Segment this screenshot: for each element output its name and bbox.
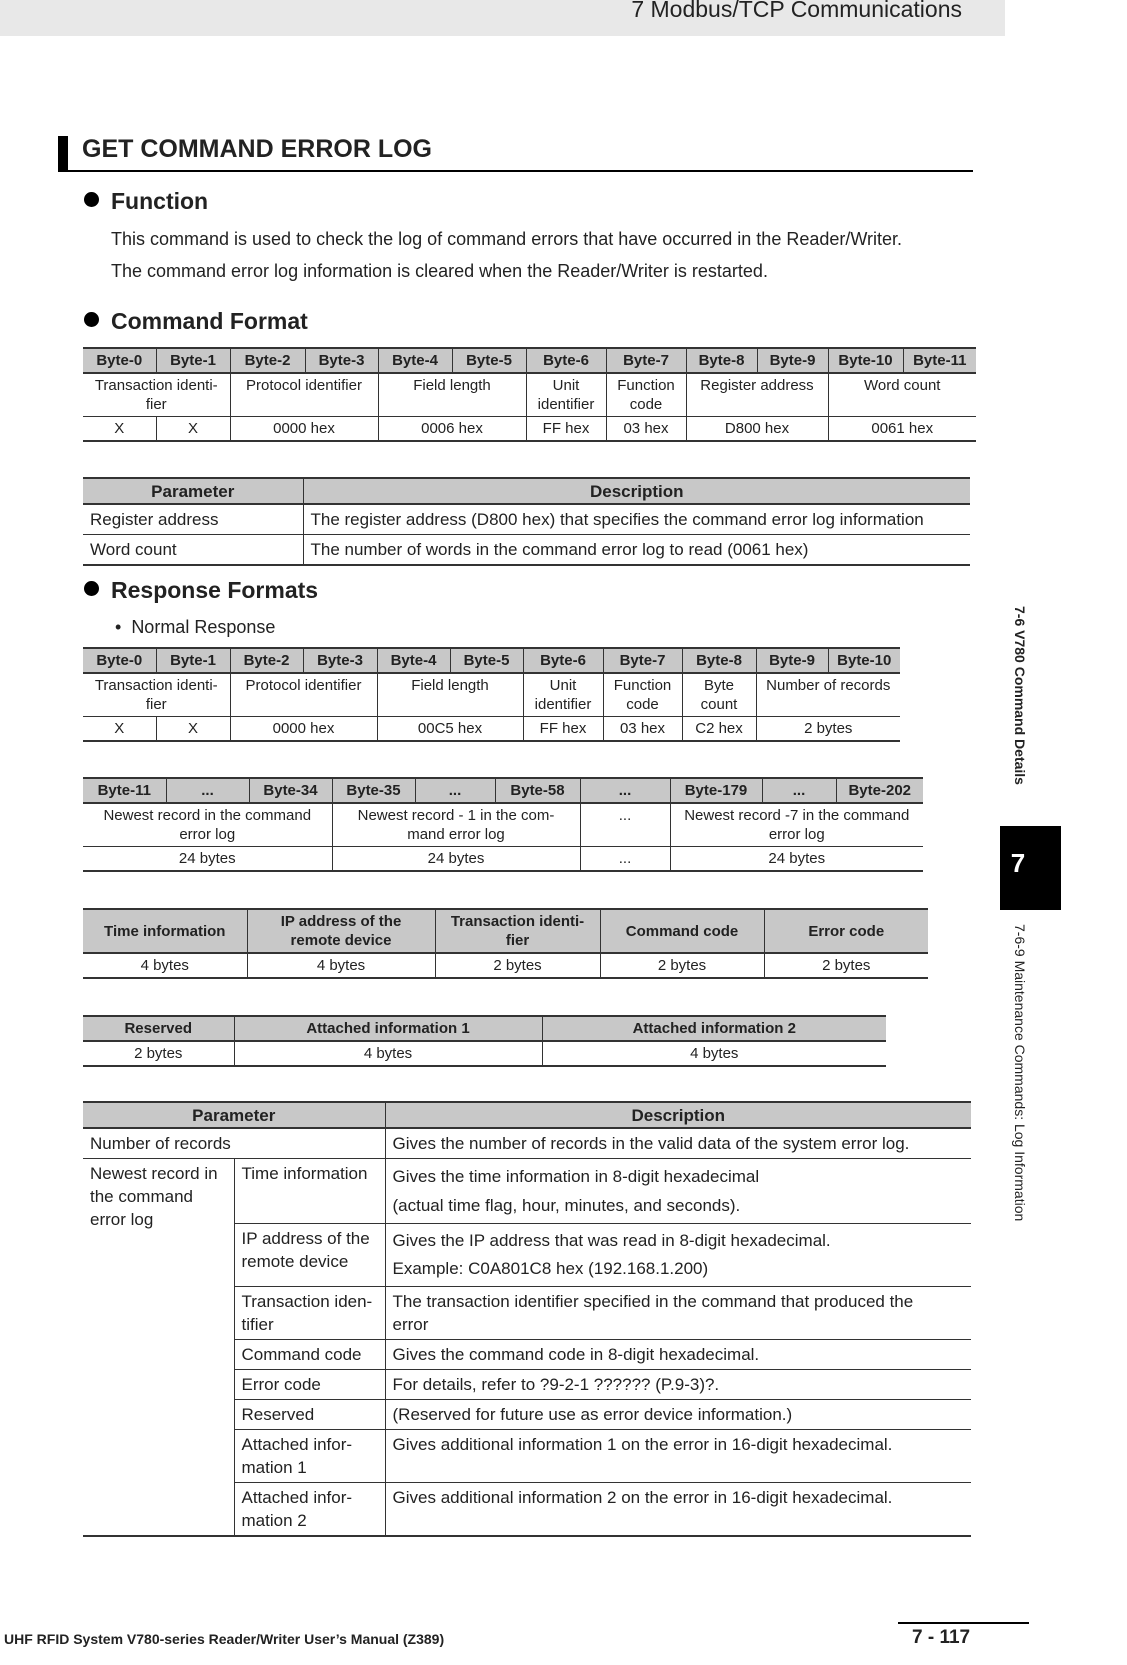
param-name: Transaction iden- tifier [234, 1287, 385, 1340]
record-cell: ... [580, 803, 670, 847]
param-description: Gives additional information 2 on the error in 16-digit hexadecimal. [385, 1483, 971, 1537]
param-name: Attached infor- mation 2 [234, 1483, 385, 1537]
value-cell: 4 bytes [247, 953, 435, 978]
byte-header: Byte-6 [523, 648, 603, 673]
field-cell: Protocol identifier [230, 673, 377, 717]
function-heading: Function [84, 188, 208, 215]
command-format-table [83, 347, 976, 442]
byte-header: Byte-5 [452, 348, 526, 373]
value-cell: 2 bytes [756, 717, 900, 742]
param-name: Command code [234, 1340, 385, 1370]
byte-header: Byte-34 [249, 778, 332, 803]
manual-title: UHF RFID System V780-series Reader/Writer User’s Manual (Z389) [4, 1631, 445, 1647]
param-name: Number of records [83, 1128, 385, 1159]
param-name: Attached infor- mation 1 [234, 1430, 385, 1483]
bullet-icon [84, 581, 99, 596]
field-cell: Register address [686, 373, 828, 417]
byte-header: ... [762, 778, 836, 803]
param-name: Word count [83, 535, 303, 566]
byte-header: Byte-11 [83, 778, 166, 803]
field-cell: Field length [377, 673, 523, 717]
byte-header: ... [415, 778, 495, 803]
value-cell: ... [580, 847, 670, 872]
byte-header: Byte-3 [305, 348, 378, 373]
field-cell: Byte count [682, 673, 756, 717]
field-cell: Number of records [756, 673, 900, 717]
byte-header: Byte-58 [495, 778, 580, 803]
side-section-label: 7-6 V780 Command Details [1012, 606, 1028, 785]
value-cell: 24 bytes [670, 847, 923, 872]
byte-header: Byte-9 [756, 648, 828, 673]
param-name: IP address of the remote device [234, 1224, 385, 1287]
byte-header: Byte-0 [83, 648, 156, 673]
field-cell: Protocol identifier [230, 373, 378, 417]
byte-header: ... [166, 778, 249, 803]
field-cell: Word count [828, 373, 976, 417]
function-line-2: The command error log information is cleared when the Reader/Writer is restarted. [111, 261, 768, 281]
value-cell: 0061 hex [828, 417, 976, 442]
value-cell: 24 bytes [332, 847, 580, 872]
value-cell: 2 bytes [435, 953, 600, 978]
byte-header: Byte-9 [757, 348, 828, 373]
record-field-header: Command code [600, 909, 764, 953]
record-field-header: Error code [764, 909, 928, 953]
chapter-header-title: 7 Modbus/TCP Communications [631, 0, 962, 22]
value-cell: 4 bytes [542, 1041, 886, 1066]
description-header: Description [303, 478, 970, 504]
param-header: Parameter [83, 1102, 385, 1128]
value-cell: X [156, 717, 230, 742]
byte-header: Byte-202 [836, 778, 923, 803]
byte-header: Byte-10 [828, 348, 903, 373]
byte-header: Byte-7 [606, 348, 686, 373]
footer-rule [898, 1622, 1029, 1624]
response-parameter-table [83, 1101, 971, 1537]
byte-header: Byte-11 [903, 348, 976, 373]
byte-header: Byte-35 [332, 778, 415, 803]
response-records-table [83, 777, 923, 872]
record-field-header: Attached information 2 [542, 1016, 886, 1041]
param-description: For details, refer to ?9-2-1 ?????? (P.9-3)?. [385, 1370, 971, 1400]
value-cell: D800 hex [686, 417, 828, 442]
param-description: The transaction identifier specified in the command that produced the error [385, 1287, 971, 1340]
record-layout-table-2 [83, 1015, 886, 1067]
page-number: 7 - 117 [912, 1627, 971, 1648]
bullet-icon [84, 192, 99, 207]
byte-header: Byte-2 [230, 648, 303, 673]
byte-header: Byte-1 [156, 348, 230, 373]
value-cell: 2 bytes [83, 1041, 234, 1066]
value-cell: C2 hex [682, 717, 756, 742]
byte-header: Byte-8 [686, 348, 757, 373]
param-name: Time information [234, 1159, 385, 1224]
byte-header: Byte-8 [682, 648, 756, 673]
byte-header: Byte-10 [828, 648, 900, 673]
value-cell: FF hex [526, 417, 606, 442]
value-cell: 2 bytes [764, 953, 928, 978]
param-description: The register address (D800 hex) that specifies the command error log information [303, 504, 970, 535]
record-field-header: IP address of the remote device [247, 909, 435, 953]
value-cell: 0000 hex [230, 717, 377, 742]
param-name: Register address [83, 504, 303, 535]
value-cell: 4 bytes [83, 953, 247, 978]
field-cell: Unit identifier [526, 373, 606, 417]
value-cell: 0000 hex [230, 417, 378, 442]
param-description: Gives the IP address that was read in 8-digit hexadecimal. Example: C0A801C8 hex (192.168.1.200) [385, 1224, 971, 1287]
param-description: Gives additional information 1 on the error in 16-digit hexadecimal. [385, 1430, 971, 1483]
field-cell: Unit identifier [523, 673, 603, 717]
field-cell: Field length [378, 373, 526, 417]
section-title: GET COMMAND ERROR LOG [82, 135, 432, 163]
chapter-number: 7 [1010, 848, 1026, 878]
function-line-1: This command is used to check the log of command errors that have occurred in the Reader/Writer. [111, 229, 903, 249]
value-cell: 03 hex [606, 417, 686, 442]
record-field-header: Attached information 1 [234, 1016, 542, 1041]
field-cell: Function code [606, 373, 686, 417]
byte-header: Byte-7 [603, 648, 682, 673]
section-title-bar [58, 136, 973, 172]
value-cell: X [83, 717, 156, 742]
byte-header: Byte-4 [378, 348, 452, 373]
param-name: Reserved [234, 1400, 385, 1430]
param-description: The number of words in the command error log to read (0061 hex) [303, 535, 970, 566]
byte-header: ... [580, 778, 670, 803]
chapter-tab[interactable] [1000, 826, 1061, 910]
record-cell: Newest record in the command error log [83, 803, 332, 847]
field-cell: Function code [603, 673, 682, 717]
byte-header: Byte-0 [83, 348, 156, 373]
command-format-heading: Command Format [84, 308, 308, 335]
value-cell: 24 bytes [83, 847, 332, 872]
value-cell: 00C5 hex [377, 717, 523, 742]
param-description: Gives the time information in 8-digit hexadecimal (actual time flag, hour, minutes, and seconds). [385, 1159, 971, 1224]
bullet-icon [84, 312, 99, 327]
command-parameter-table [83, 477, 970, 566]
value-cell: 03 hex [603, 717, 682, 742]
normal-response-label: • Normal Response [115, 617, 276, 637]
record-cell: Newest record - 1 in the com- mand error log [332, 803, 580, 847]
value-cell: 2 bytes [600, 953, 764, 978]
description-header: Description [385, 1102, 971, 1128]
byte-header: Byte-1 [156, 648, 230, 673]
param-group-label: Newest record in the command error log [83, 1159, 234, 1537]
record-layout-table [83, 908, 928, 979]
param-description: (Reserved for future use as error device information.) [385, 1400, 971, 1430]
record-field-header: Reserved [83, 1016, 234, 1041]
param-name: Error code [234, 1370, 385, 1400]
record-field-header: Time information [83, 909, 247, 953]
value-cell: 4 bytes [234, 1041, 542, 1066]
byte-header: Byte-5 [450, 648, 523, 673]
value-cell: 0006 hex [378, 417, 526, 442]
field-cell: Transaction identi- fier [83, 673, 230, 717]
record-field-header: Transaction identi- fier [435, 909, 600, 953]
record-cell: Newest record -7 in the command error log [670, 803, 923, 847]
response-header-table [83, 647, 900, 742]
value-cell: FF hex [523, 717, 603, 742]
byte-header: Byte-6 [526, 348, 606, 373]
byte-header: Byte-2 [230, 348, 305, 373]
side-subsection-label: 7-6-9 Maintenance Commands: Log Information [1012, 924, 1028, 1222]
byte-header: Byte-3 [303, 648, 377, 673]
value-cell: X [156, 417, 230, 442]
field-cell: Transaction identi- fier [83, 373, 230, 417]
value-cell: X [83, 417, 156, 442]
param-description: Gives the command code in 8-digit hexadecimal. [385, 1340, 971, 1370]
param-header: Parameter [83, 478, 303, 504]
param-description: Gives the number of records in the valid data of the system error log. [385, 1128, 971, 1159]
response-formats-heading: Response Formats [84, 577, 318, 604]
byte-header: Byte-179 [670, 778, 762, 803]
byte-header: Byte-4 [377, 648, 450, 673]
